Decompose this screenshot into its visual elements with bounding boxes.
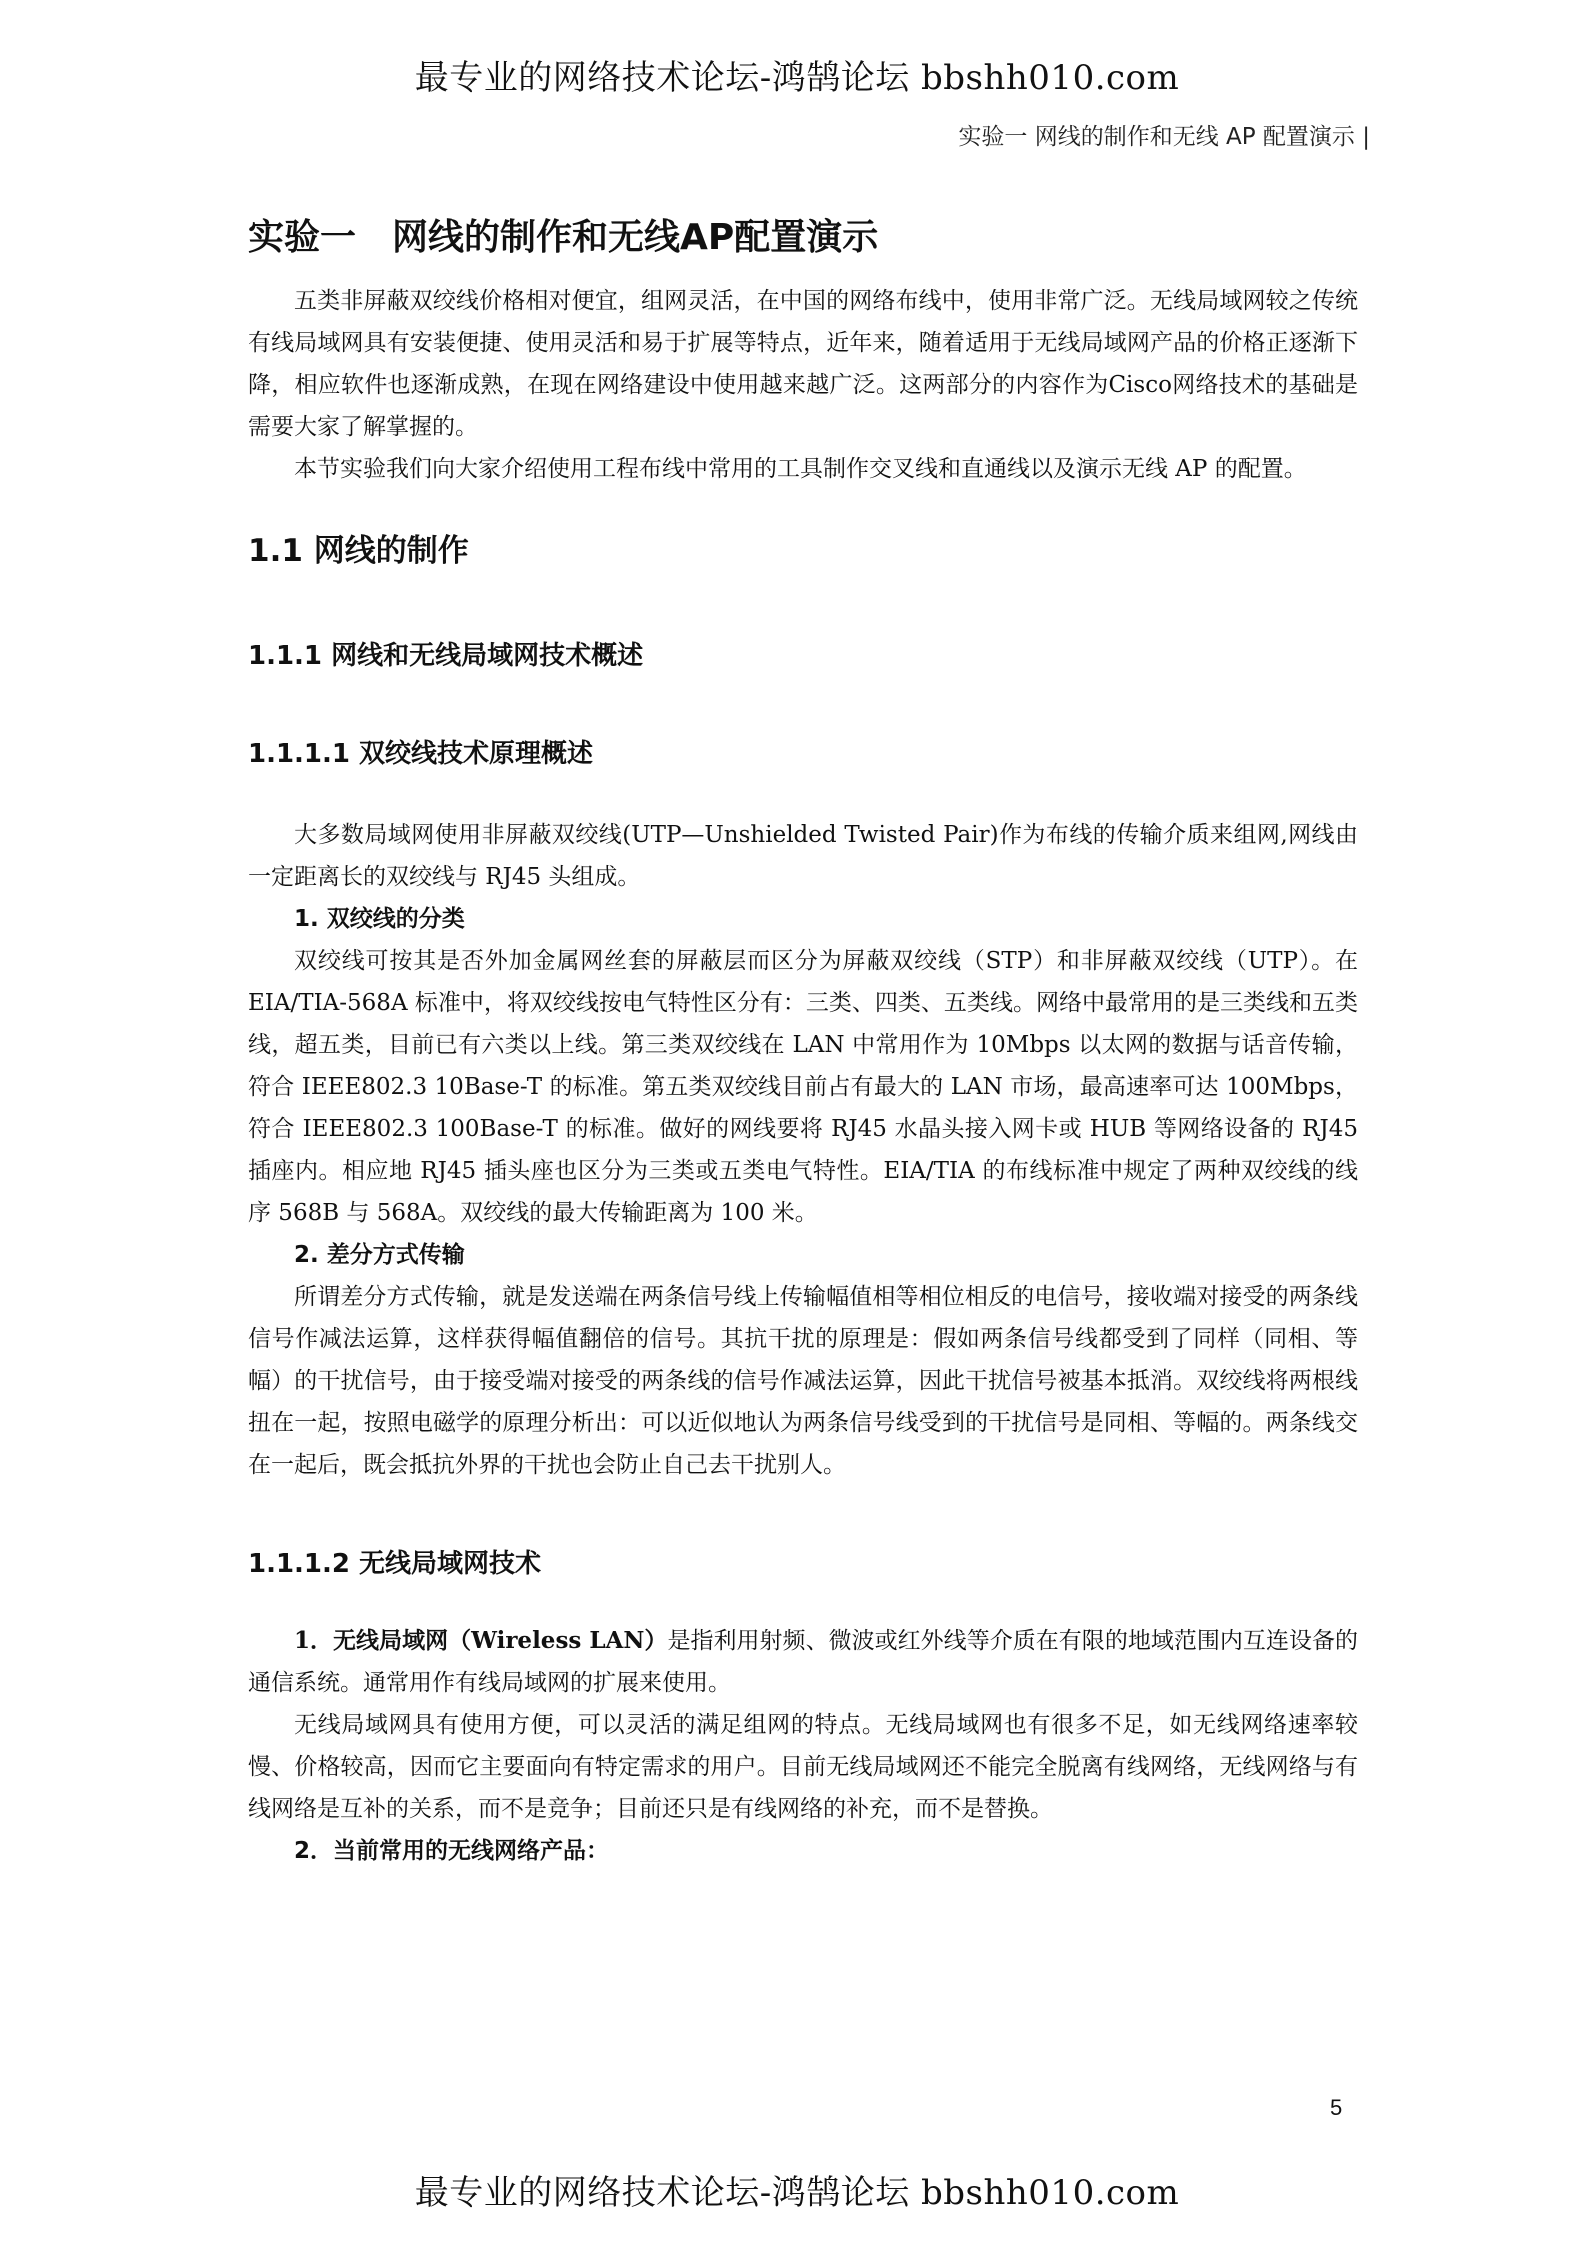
spacer xyxy=(248,774,1358,814)
section-heading: 1.1 网线的制作 xyxy=(248,533,469,569)
differential-paragraph: 所谓差分方式传输，就是发送端在两条信号线上传输幅值相等相位相反的电信号，接收端对接受的两条线信号作减法运算，这样获得幅值翻倍的信号。其抗干扰的原理是：假如两条信号线都受到了同样（同相、等幅）的干扰信号，由于接受端对接受的两条线的信号作减法运算，因此干扰信号被基本抵消。双绞线将两根线扭在一起，按照电磁学的原理分析出：可以近似地认为两条信号线受到的干扰信号是同相、等幅的。两条线交在一起后，既会抵抗外界的干扰也会防止自己去干扰别人。 xyxy=(248,1284,1358,1478)
wlan-heading: 1.1.1.2 无线局域网技术 xyxy=(248,1549,542,1579)
bottom-banner: 最专业的网络技术论坛-鸿鹄论坛 bbshh010.com xyxy=(414,2173,1180,2213)
page-number: 5 xyxy=(1330,2095,1343,2120)
item-heading-differential: 2. 差分方式传输 xyxy=(294,1242,465,1268)
page-content xyxy=(248,210,1358,1872)
subsection-heading: 1.1.1 网线和无线局域网技术概述 xyxy=(248,641,644,671)
spacer xyxy=(248,1584,1358,1620)
item-heading-cable-types: 1. 双绞线的分类 xyxy=(294,906,465,932)
top-banner: 最专业的网络技术论坛-鸿鹄论坛 bbshh010.com xyxy=(414,58,1180,98)
intro-paragraph-1: 五类非屏蔽双绞线价格相对便宜，组网灵活，在中国的网络布线中，使用非常广泛。无线局域网较之传统有线局域网具有安装便捷、使用灵活和易于扩展等特点，近年来，随着适用于无线局域网产品的价格正逐渐下降，相应软件也逐渐成熟，在现在网络建设中使用越来越广泛。这两部分的内容作为Cisco网络技术的基础是需要大家了解掌握的。 xyxy=(248,288,1358,440)
wlan-item-1 xyxy=(248,1620,1358,1704)
twisted-pair-intro: 大多数局域网使用非屏蔽双绞线(UTP—Unshielded Twisted Pair)作为布线的传输介质来组网,网线由一定距离长的双绞线与 RJ45 头组成。 xyxy=(248,822,1358,890)
item-heading-wlan-products: 2．当前常用的无线网络产品： xyxy=(294,1838,610,1864)
running-header: 实验一 网线的制作和无线 AP 配置演示 | xyxy=(958,124,1370,150)
wlan-item-1-text: 是指利用射频、微波或红外线等介质在有限的地域范围内互连设备的通信系统。通常用作有线局域网的扩展来使用。 xyxy=(248,1628,1359,1696)
chapter-title: 实验一 网线的制作和无线AP配置演示 xyxy=(248,217,879,258)
cable-types-paragraph: 双绞线可按其是否外加金属网丝套的屏蔽层而区分为屏蔽双绞线（STP）和非屏蔽双绞线（UTP）。在 EIA/TIA-568A 标准中，将双绞线按电气特性区分有：三类、四类、五类线。网络中最常用的是三类线和五类线，超五类，目前已有六类以上线。第三类双绞线在 LAN 中常用作为 10Mbps 以太网的数据与话音传输，符合 IEEE802.3 10Base-T 的标准。第五类双绞线目前占有最大的 LAN 市场，最高速率可达 100Mbps，符合 IEEE802.3 100Base-T 的标准。做好的网线要将 RJ45 水晶头接入网卡或 HUB 等网络设备的 RJ45 插座内。相应地 RJ45 插头座也区分为三类或五类电气特性。EIA/TIA 的布线标准中规定了两种双绞线的线序 568B 与 568A。双绞线的最大传输距离为 100 米。 xyxy=(248,948,1358,1226)
twisted-pair-heading: 1.1.1.1 双绞线技术原理概述 xyxy=(248,739,594,769)
wlan-item-1-lead: 1．无线局域网（Wireless LAN） xyxy=(294,1627,668,1654)
intro-paragraph-2: 本节实验我们向大家介绍使用工程布线中常用的工具制作交叉线和直通线以及演示无线 AP 的配置。 xyxy=(294,456,1307,482)
wlan-paragraph: 无线局域网具有使用方便，可以灵活的满足组网的特点。无线局域网也有很多不足，如无线网络速率较慢、价格较高，因而它主要面向有特定需求的用户。目前无线局域网还不能完全脱离有线网络，无线网络与有线网络是互补的关系，而不是竞争；目前还只是有线网络的补充，而不是替换。 xyxy=(248,1712,1358,1822)
